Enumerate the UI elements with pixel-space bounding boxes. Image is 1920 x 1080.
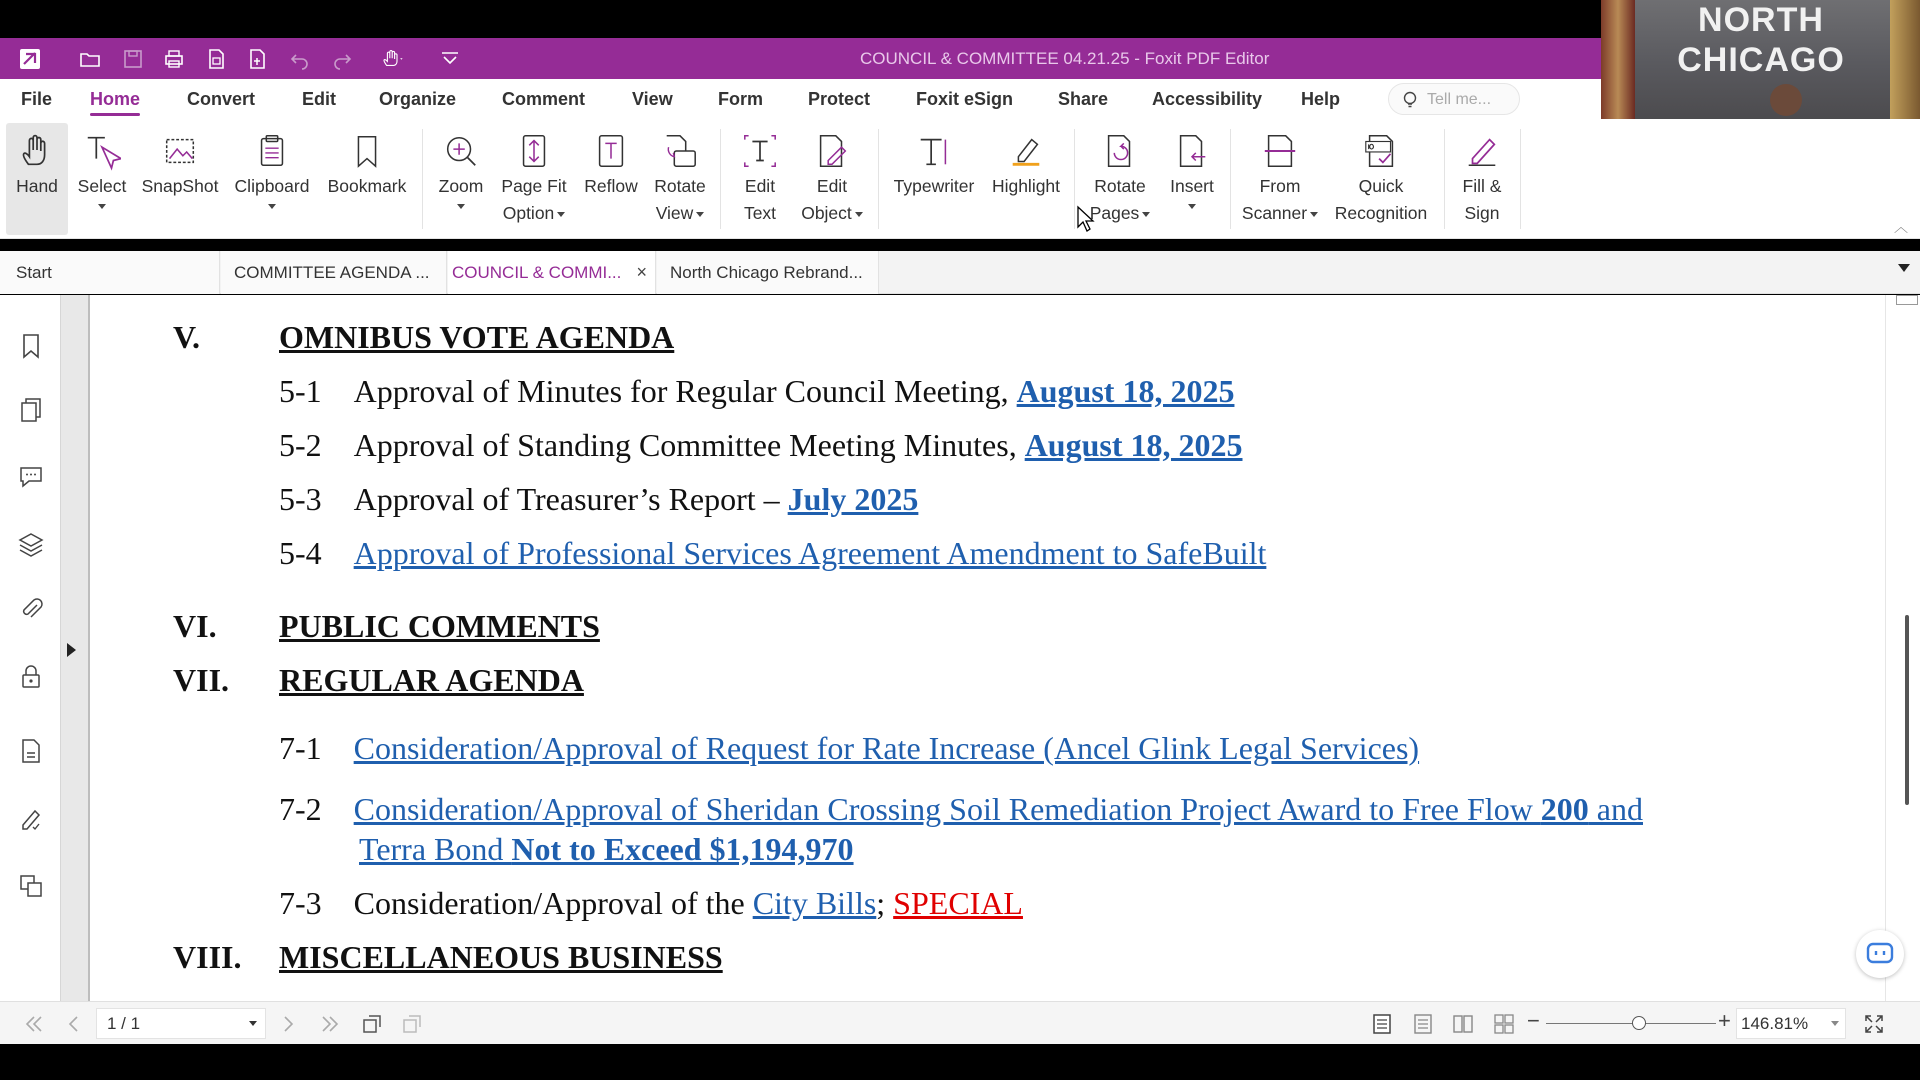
ribbon-toolbar	[0, 119, 1920, 239]
typewriter-icon	[915, 131, 953, 171]
export-icon[interactable]	[244, 46, 270, 72]
insert-label: Insert	[1170, 176, 1214, 196]
reflow-button[interactable]	[578, 123, 644, 235]
city-bills-link[interactable]: City Bills	[752, 885, 877, 921]
zoom-slider-handle[interactable]	[1632, 1016, 1646, 1030]
section-number: V.	[173, 319, 200, 355]
menu-home[interactable]: Home	[90, 79, 140, 119]
rotate-pages-label: Rotate Pages	[1090, 173, 1151, 227]
insert-dropdown-caret[interactable]	[1188, 204, 1196, 209]
agenda-item-7-2: 7-2 Consideration/Approval of Sheridan Crossing Soil Remediation Project Award to Free Flow 200 and	[279, 791, 1643, 827]
facing-view-icon[interactable]	[1451, 1012, 1475, 1036]
mouse-cursor-icon	[1076, 205, 1096, 233]
scanner-icon	[1261, 131, 1299, 171]
highlight-icon	[1007, 131, 1045, 171]
from-scanner-label: From Scanner	[1242, 173, 1318, 227]
agenda-item-5-1: 5-1 Approval of Minutes for Regular Council Meeting, August 18, 2025	[279, 373, 1235, 409]
screen-bottom-border	[0, 1044, 1920, 1080]
page-edge	[88, 295, 90, 1001]
from-scanner-button[interactable]	[1238, 123, 1322, 235]
next-page-icon[interactable]	[276, 1012, 300, 1036]
previous-view-icon[interactable]	[360, 1012, 384, 1036]
select-button[interactable]	[72, 123, 132, 235]
section-heading-omnibus: OMNIBUS VOTE AGENDA	[279, 319, 675, 355]
hand-tool-icon[interactable]	[376, 46, 410, 72]
vertical-scrollbar[interactable]	[1885, 295, 1920, 1001]
bookmark-button[interactable]	[322, 123, 412, 235]
collapse-ribbon-icon[interactable]: ︿	[1894, 219, 1908, 235]
section-number: VII.	[173, 662, 230, 698]
create-pdf-icon[interactable]	[203, 46, 229, 72]
typewriter-label: Typewriter	[893, 176, 975, 196]
select-dropdown-caret[interactable]	[98, 204, 106, 209]
menu-edit[interactable]: Edit	[302, 89, 336, 109]
ribbon-separator	[1444, 129, 1445, 229]
quick-recognition-button[interactable]	[1326, 123, 1436, 235]
agenda-item-7-2-continued	[359, 831, 854, 868]
foxit-logo-icon[interactable]	[17, 46, 43, 72]
bookmark-panel-icon[interactable]	[16, 331, 46, 361]
fill-sign-button[interactable]	[1450, 123, 1514, 235]
continuous-view-icon[interactable]	[1411, 1012, 1435, 1036]
open-folder-icon[interactable]	[77, 46, 103, 72]
tell-me-input[interactable]	[1427, 89, 1517, 111]
signature-panel-icon[interactable]	[16, 804, 46, 834]
page-fit-option-button[interactable]	[496, 123, 572, 235]
bookmark-label: Bookmark	[327, 176, 407, 196]
minutes-council-link[interactable]: August 18, 2025	[1016, 373, 1235, 409]
section-heading-misc-business: MISCELLANEOUS BUSINESS	[279, 939, 723, 975]
rotate-view-label: Rotate View	[654, 176, 706, 223]
snapshot-button[interactable]	[138, 123, 222, 235]
scrollbar-thumb[interactable]	[1905, 615, 1909, 805]
ribbon-separator	[1230, 129, 1231, 229]
highlight-button[interactable]	[986, 123, 1066, 235]
snapshot-label: SnapShot	[141, 176, 219, 196]
zoom-out-button[interactable]: −	[1527, 1008, 1540, 1033]
pages-panel-icon[interactable]	[16, 395, 46, 425]
treasurer-report-link[interactable]: July 2025	[787, 481, 919, 517]
tab-council-committee[interactable]: COUNCIL & COMMI... ×	[448, 251, 656, 294]
tab-list-dropdown-icon[interactable]	[1898, 264, 1910, 272]
edit-text-icon	[741, 131, 779, 171]
snapshot-icon	[161, 131, 199, 171]
clipboard-button[interactable]	[228, 123, 316, 235]
agenda-item-5-4: 5-4 Approval of Professional Services Agreement Amendment to SafeBuilt	[279, 535, 1267, 571]
edit-object-label: Edit Object	[801, 173, 863, 227]
edit-object-button[interactable]	[796, 123, 868, 235]
reflow-label: Reflow	[584, 176, 638, 196]
hand-button[interactable]	[6, 123, 68, 235]
select-label: Select	[77, 176, 127, 196]
zoom-level-field[interactable]: 146.81%	[1736, 1008, 1846, 1039]
menu-convert[interactable]: Convert	[187, 89, 256, 109]
compare-panel-icon[interactable]	[16, 871, 46, 901]
clipboard-dropdown-caret[interactable]	[268, 204, 276, 209]
scroll-page-indicator	[1896, 295, 1918, 305]
highlight-label: Highlight	[991, 176, 1061, 196]
zoom-in-icon	[442, 131, 480, 171]
insert-page-icon	[1173, 131, 1211, 171]
chat-bot-icon	[1865, 939, 1895, 969]
tab-committee-agenda[interactable]: COMMITTEE AGENDA ...	[221, 251, 447, 294]
lightbulb-icon	[1401, 91, 1419, 109]
undo-icon[interactable]	[287, 46, 313, 72]
agenda-item-7-3: 7-3 Consideration/Approval of the City Bills; SPECIAL	[279, 885, 1023, 921]
menu-organize[interactable]: Organize	[379, 89, 457, 109]
ribbon-separator	[1074, 129, 1075, 229]
clipboard-label: Clipboard	[234, 176, 310, 196]
agenda-item-7-1: 7-1 Consideration/Approval of Request for Rate Increase (Ancel Glink Legal Services)	[279, 730, 1420, 766]
page-fit-label: Page Fit Option	[501, 176, 567, 223]
ribbon-separator	[422, 129, 423, 229]
attachments-panel-icon[interactable]	[16, 595, 46, 625]
section-heading-regular-agenda: REGULAR AGENDA	[279, 662, 584, 698]
safebuilt-amendment-link[interactable]: Approval of Professional Services Agreement Amendment to SafeBuilt	[353, 535, 1267, 571]
menu-view[interactable]: View	[632, 89, 673, 109]
quick-access-toolbar	[0, 38, 1601, 79]
terra-bond-link[interactable]: Terra Bond Not to Exceed $1,194,970	[359, 831, 854, 867]
ribbon-separator	[720, 129, 721, 229]
rotate-pages-icon	[1101, 131, 1139, 171]
tab-north-chicago-rebrand[interactable]: North Chicago Rebrand...	[657, 251, 879, 294]
tell-me-box[interactable]	[1388, 83, 1520, 115]
single-page-view-icon[interactable]	[1370, 1012, 1394, 1036]
fullscreen-icon[interactable]	[1862, 1012, 1886, 1036]
menu-comment[interactable]: Comment	[502, 89, 586, 109]
content-panel-icon[interactable]	[16, 736, 46, 766]
minutes-committee-link[interactable]: August 18, 2025	[1024, 427, 1243, 463]
rate-increase-link[interactable]: Consideration/Approval of Request for Rate Increase (Ancel Glink Legal Services)	[353, 730, 1420, 766]
tab-start[interactable]: Start	[0, 251, 220, 294]
menu-protect[interactable]: Protect	[808, 89, 871, 109]
menu-share[interactable]: Share	[1058, 89, 1109, 109]
security-panel-icon[interactable]	[16, 662, 46, 692]
select-text-icon	[83, 131, 121, 171]
continuous-facing-view-icon[interactable]	[1492, 1012, 1516, 1036]
layers-panel-icon[interactable]	[16, 529, 46, 559]
fill-sign-label: Fill & Sign	[1462, 176, 1502, 223]
hand-icon	[18, 131, 56, 171]
clipboard-icon	[253, 131, 291, 171]
last-page-icon[interactable]	[318, 1012, 342, 1036]
close-tab-icon[interactable]: ×	[636, 262, 647, 282]
menu-file[interactable]: File	[21, 89, 53, 109]
window-title: COUNCIL & COMMITTEE 04.21.25 - Foxit PDF Editor	[860, 49, 1270, 68]
typewriter-button[interactable]	[886, 123, 982, 235]
next-view-icon[interactable]	[400, 1012, 424, 1036]
page-dropdown-caret[interactable]	[249, 1021, 257, 1026]
section-number: VIII.	[173, 939, 242, 975]
zoom-label: Zoom	[438, 176, 484, 196]
zoom-dropdown-caret[interactable]	[457, 204, 465, 209]
menu-accessibility[interactable]: Accessibility	[1152, 89, 1263, 109]
ribbon-separator	[1520, 129, 1521, 229]
document-tab-bar	[0, 251, 1920, 294]
sheridan-crossing-link[interactable]: Consideration/Approval of Sheridan Crossing Soil Remediation Project Award to Free Flow 200 and	[353, 791, 1643, 827]
print-icon[interactable]	[161, 46, 187, 72]
reflow-icon	[592, 131, 630, 171]
previous-page-icon[interactable]	[62, 1012, 86, 1036]
page-number-field[interactable]: 1 / 1	[96, 1008, 266, 1039]
document-view[interactable]	[88, 295, 1885, 1001]
redo-icon[interactable]	[329, 46, 355, 72]
rotate-view-button[interactable]	[648, 123, 712, 235]
section-number: VI.	[173, 608, 217, 644]
zoom-in-button[interactable]: +	[1718, 1008, 1731, 1033]
status-bar	[0, 1001, 1920, 1044]
zoom-slider-track[interactable]	[1546, 1023, 1716, 1024]
agenda-item-5-2: 5-2 Approval of Standing Committee Meeting Minutes, August 18, 2025	[279, 427, 1243, 463]
ocr-icon	[1362, 131, 1400, 171]
bookmark-icon	[348, 131, 386, 171]
comments-panel-icon[interactable]	[16, 461, 46, 491]
rotate-view-icon	[661, 131, 699, 171]
edit-text-button[interactable]	[728, 123, 792, 235]
fill-sign-icon	[1463, 131, 1501, 171]
menu-foxit-esign[interactable]: Foxit eSign	[916, 89, 1014, 109]
expand-panel-icon[interactable]	[67, 643, 76, 657]
menu-help[interactable]: Help	[1301, 89, 1341, 109]
menu-form[interactable]: Form	[718, 89, 763, 109]
agenda-item-5-3: 5-3 Approval of Treasurer’s Report – July 2025	[279, 481, 919, 517]
menu-bar	[0, 79, 1601, 119]
page-fit-icon	[515, 131, 553, 171]
customize-icon[interactable]	[437, 46, 463, 72]
webcam-sign: NORTH CHICAGO	[1677, 1, 1845, 79]
edit-text-label: Edit Text	[743, 176, 777, 223]
first-page-icon[interactable]	[22, 1012, 46, 1036]
ai-assistant-button[interactable]	[1856, 930, 1904, 978]
quick-recognition-label: Quick Recognition	[1334, 176, 1428, 223]
save-icon[interactable]	[120, 46, 146, 72]
insert-button[interactable]	[1162, 123, 1222, 235]
zoom-dropdown-caret[interactable]	[1831, 1021, 1839, 1026]
zoom-button[interactable]	[430, 123, 492, 235]
special-bills-link[interactable]: SPECIAL	[893, 885, 1023, 921]
edit-object-icon	[813, 131, 851, 171]
hand-label: Hand	[16, 176, 58, 196]
navigation-panel	[0, 295, 60, 1001]
section-heading-public-comments: PUBLIC COMMENTS	[279, 608, 600, 644]
panel-toggle-strip[interactable]	[60, 295, 88, 1001]
ribbon-separator	[878, 129, 879, 229]
